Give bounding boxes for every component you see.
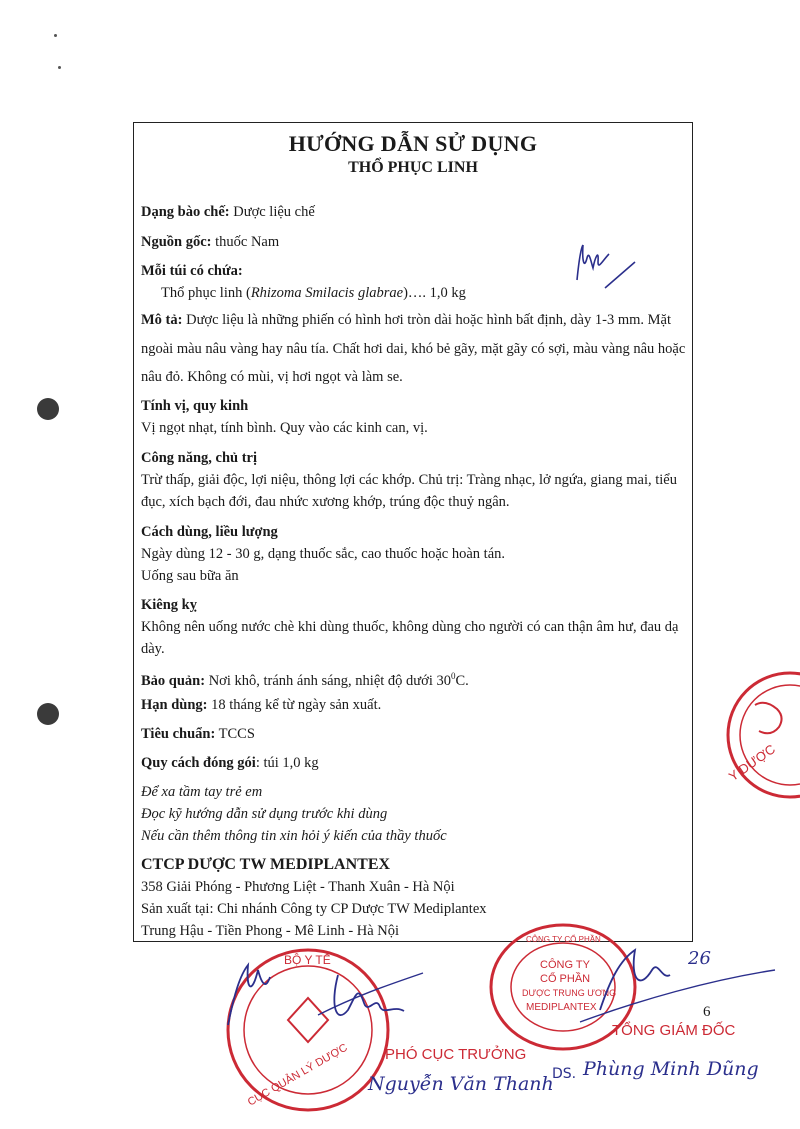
right-signer-prefix: DS.: [552, 1066, 577, 1082]
origin-value: thuốc Nam: [211, 234, 280, 250]
functions-value: Trừ thấp, giải độc, lợi niệu, thông lợi các khớp. Chủ trị: Tràng nhạc, lở ngứa, giang mai, tiểu đục, xích bạch đới, đau nhức xương khớp, trúng độc thuỷ ngân.: [141, 472, 677, 510]
initials-signature: [565, 240, 645, 295]
right-signer-title: TỔNG GIÁM ĐỐC: [612, 1022, 736, 1039]
company-name: CTCP DƯỢC TW MEDIPLANTEX: [141, 856, 391, 873]
expiry: Hạn dùng: 18 tháng kể từ ngày sản xuất.: [141, 697, 382, 713]
warning-line: Nếu cần thêm thông tin xin hỏi ý kiến của thầy thuốc: [141, 828, 447, 844]
scan-speck: [58, 66, 61, 69]
latin-name: Rhizoma Smilacis glabrae: [250, 285, 404, 301]
taste-section: [141, 395, 687, 439]
factory-line: Sản xuất tại: Chi nhánh Công ty CP Dược TW Mediplantex: [141, 901, 487, 917]
signature-left: [218, 955, 428, 1040]
scan-speck: [54, 34, 57, 37]
warnings: [141, 781, 687, 847]
packing: Quy cách đóng gói: túi 1,0 kg: [141, 755, 319, 771]
each-bag-content: Thổ phục linh (Rhizoma Smilacis glabrae)…. 1,0 kg: [161, 285, 466, 301]
warning-line: Để xa tầm tay trẻ em: [141, 784, 263, 800]
description-value: Dược liệu là những phiến có hình hơi tròn dài hoặc hình bất định, dày 1-3 mm. Mặt ngoài màu nâu vàng hay nâu tía. Chất hơi dai, khó bẻ gãy, mặt gãy có sợi, màu vàng nâu hoặc nâu đỏ. Không có mùi, vị hơi ngọt và làm se.: [141, 312, 686, 385]
dosage-form-value: Dược liệu chế: [229, 204, 315, 220]
right-signer-name: Phùng Minh Dũng: [583, 1058, 759, 1080]
taste-label: Tính vị, quy kinh: [141, 398, 249, 414]
origin-label: Nguồn gốc:: [141, 234, 212, 250]
each-bag-label: Mỗi túi có chứa:: [141, 263, 243, 279]
taste-value: Vị ngọt nhạt, tính bình. Quy vào các kinh can, vị.: [141, 420, 428, 436]
company-stamp-line4: MEDIPLANTEX: [526, 1002, 597, 1013]
functions-label: Công năng, chủ trị: [141, 450, 258, 466]
binder-hole-top: [37, 398, 59, 420]
page-number: 6: [703, 1004, 711, 1020]
company-stamp-line3: DƯỢC TRUNG ƯƠNG: [522, 988, 617, 998]
description: [141, 306, 687, 392]
company-stamp-ring: CÔNG TY CỔ PHẦN: [526, 935, 601, 944]
usage-line1: Ngày dùng 12 - 30 g, dạng thuốc sắc, cao thuốc hoặc hoàn tán.: [141, 546, 506, 562]
date-mark: 26: [688, 948, 711, 969]
usage-label: Cách dùng, liều lượng: [141, 524, 278, 540]
contra-label: Kiêng kỵ: [141, 597, 197, 613]
usage-section: [141, 521, 687, 587]
doc-title: HƯỚNG DẪN SỬ DỤNG: [288, 131, 538, 156]
left-signer-name: Nguyễn Văn Thanh: [368, 1073, 554, 1095]
contra-section: [141, 594, 687, 660]
ministry-stamp-ring: CỤC QUẢN LÝ DƯỢC: [245, 1041, 350, 1109]
warning-line: Đọc kỹ hướng dẫn sử dụng trước khi dùng: [141, 806, 388, 822]
standard: Tiêu chuẩn: TCCS: [141, 726, 255, 742]
company-stamp-line1: CÔNG TY: [540, 959, 590, 971]
company-address: 358 Giải Phóng - Phương Liệt - Thanh Xuân - Hà Nội: [141, 879, 455, 895]
edge-stamp: [700, 665, 800, 805]
edge-stamp-text: Y DƯỢC: [725, 741, 778, 785]
doc-subtitle: THỔ PHỤC LINH: [348, 159, 478, 176]
functions-section: [141, 447, 687, 513]
storage: Bảo quản: Nơi khô, tránh ánh sáng, nhiệt độ dưới $30^0C$.: [141, 671, 469, 689]
binder-hole-bottom: [37, 703, 59, 725]
dosage-form: [141, 201, 687, 223]
ministry-stamp-top: BỘ Y TẾ: [284, 953, 331, 967]
dosage-form-label: Dạng bào chế:: [141, 204, 230, 220]
company-stamp-line2: CỔ PHẦN: [540, 973, 591, 985]
left-signer-title: PHÓ CỤC TRƯỞNG: [385, 1046, 527, 1063]
usage-line2: Uống sau bữa ăn: [141, 568, 239, 584]
contra-value: Không nên uống nước chè khi dùng thuốc, không dùng cho người có can thận âm hư, đau dạ dày.: [141, 619, 679, 657]
factory-address: Trung Hậu - Tiền Phong - Mê Linh - Hà Nội: [141, 923, 400, 939]
signature-right: [560, 940, 780, 1030]
description-label: Mô tả:: [141, 312, 183, 328]
